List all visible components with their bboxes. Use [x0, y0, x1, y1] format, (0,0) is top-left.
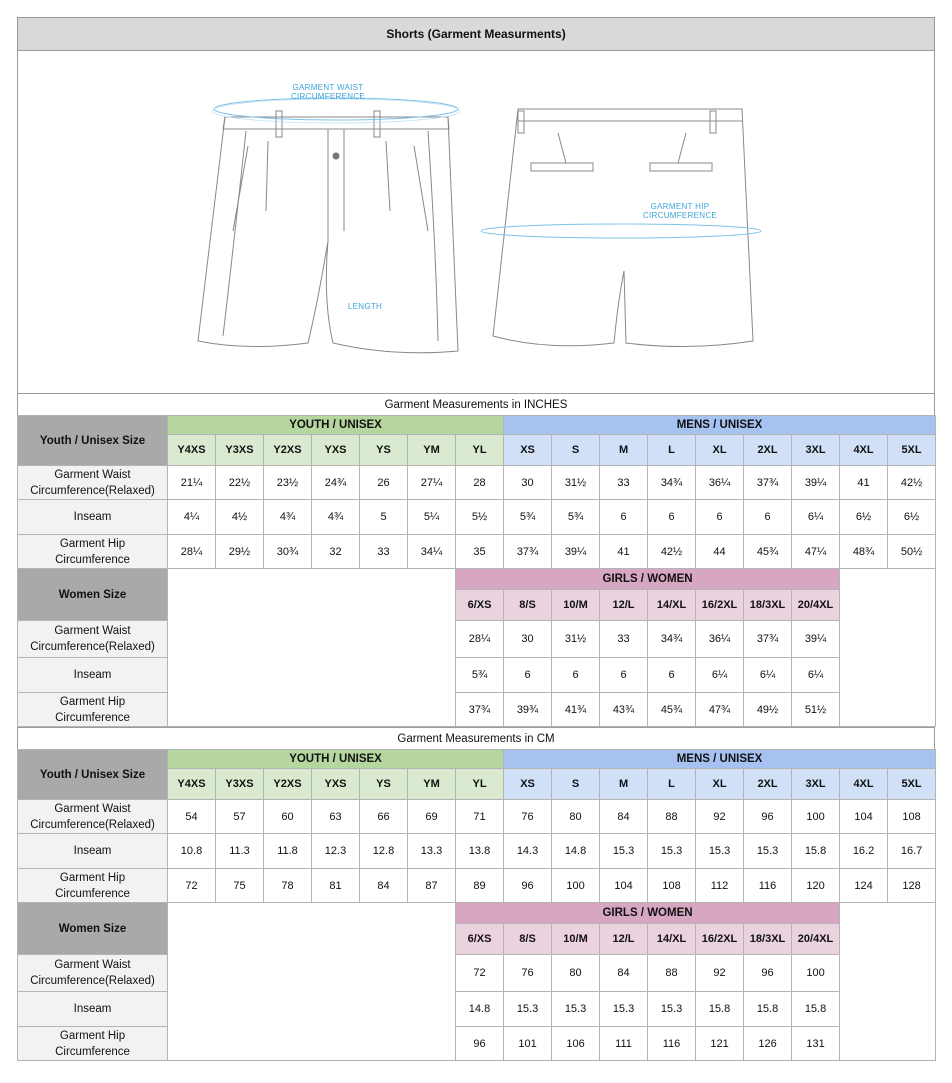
size-cell: 12/L [600, 590, 648, 621]
value-cell: 23½ [264, 466, 312, 500]
measurement-row [18, 535, 936, 569]
youth-group-header: YOUTH / UNISEX [168, 416, 504, 435]
size-cell: Y4XS [168, 769, 216, 800]
row-label-line: Inseam [73, 1003, 112, 1015]
value-cell: 39¾ [504, 693, 552, 727]
value-cell: 37¾ [504, 535, 552, 569]
value-cell: 49½ [744, 693, 792, 727]
value-cell: 14.8 [456, 992, 504, 1027]
value-cell: 6 [648, 500, 696, 535]
value-cell: 14.3 [504, 834, 552, 869]
value-cell: 5¾ [456, 658, 504, 693]
size-cell: Y2XS [264, 435, 312, 466]
size-cell: 3XL [792, 769, 840, 800]
value-cell: 6¼ [792, 658, 840, 693]
value-cell: 6¼ [792, 500, 840, 535]
value-cell: 92 [696, 955, 744, 992]
row-label-line: Inseam [73, 845, 112, 857]
row-label [18, 992, 168, 1027]
value-cell: 6 [744, 500, 792, 535]
value-cell: 37¾ [456, 693, 504, 727]
value-cell: 72 [168, 869, 216, 903]
value-cell: 96 [504, 869, 552, 903]
value-cell: 63 [312, 800, 360, 834]
row-label-line: Garment Hip [59, 1029, 126, 1042]
value-cell: 54 [168, 800, 216, 834]
value-cell: 30 [504, 466, 552, 500]
size-cell: 20/4XL [792, 590, 840, 621]
value-cell: 121 [696, 1027, 744, 1061]
size-cell: 4XL [840, 769, 888, 800]
value-cell: 88 [648, 800, 696, 834]
size-cell: Y4XS [168, 435, 216, 466]
size-cell: 2XL [744, 435, 792, 466]
value-cell: 100 [792, 955, 840, 992]
row-label [18, 834, 168, 869]
shorts-diagram [17, 51, 935, 393]
value-cell: 89 [456, 869, 504, 903]
size-cell: 2XL [744, 769, 792, 800]
size-cell: 5XL [888, 769, 936, 800]
size-cell: YXS [312, 769, 360, 800]
row-label [18, 1027, 168, 1061]
section-caption: Garment Measurements in CM [17, 727, 935, 749]
value-cell: 5¼ [408, 500, 456, 535]
value-cell: 44 [696, 535, 744, 569]
value-cell: 6 [600, 500, 648, 535]
blank-cell [840, 903, 936, 1061]
value-cell: 15.3 [504, 992, 552, 1027]
value-cell: 111 [600, 1027, 648, 1061]
value-cell: 29½ [216, 535, 264, 569]
value-cell: 92 [696, 800, 744, 834]
value-cell: 21¼ [168, 466, 216, 500]
women-size-header: Women Size [18, 903, 168, 955]
value-cell: 12.8 [360, 834, 408, 869]
unisex-size-header: Youth / Unisex Size [18, 750, 168, 800]
women-measurement-row [18, 658, 936, 693]
size-cell: YM [408, 435, 456, 466]
size-cell: XL [696, 769, 744, 800]
girls-group-header: GIRLS / WOMEN [456, 903, 840, 924]
size-cell: 6/XS [456, 924, 504, 955]
value-cell: 108 [648, 869, 696, 903]
value-cell: 96 [744, 800, 792, 834]
value-cell: 22½ [216, 466, 264, 500]
row-label [18, 955, 168, 992]
value-cell: 33 [600, 621, 648, 658]
value-cell: 35 [456, 535, 504, 569]
measurement-table [17, 749, 936, 1061]
row-label-line: Circumference(Relaxed) [30, 818, 155, 831]
mens-group-header: MENS / UNISEX [504, 750, 936, 769]
row-label [18, 500, 168, 535]
size-cell: S [552, 769, 600, 800]
size-cell: 8/S [504, 924, 552, 955]
value-cell: 51½ [792, 693, 840, 727]
value-cell: 13.3 [408, 834, 456, 869]
row-label-line: Garment Waist [54, 625, 131, 637]
value-cell: 76 [504, 955, 552, 992]
value-cell: 39¼ [792, 621, 840, 658]
value-cell: 47¾ [696, 693, 744, 727]
value-cell: 104 [600, 869, 648, 903]
row-label-line: Garment Hip [59, 537, 126, 550]
value-cell: 12.3 [312, 834, 360, 869]
size-cell: S [552, 435, 600, 466]
length-label: LENGTH [347, 302, 383, 311]
value-cell: 96 [456, 1027, 504, 1061]
value-cell: 80 [552, 800, 600, 834]
value-cell: 84 [600, 955, 648, 992]
row-label-line: Inseam [73, 511, 112, 523]
group-header-row [18, 750, 936, 769]
row-label-line: Circumference [55, 553, 130, 566]
size-cell: 14/XL [648, 924, 696, 955]
value-cell: 6 [600, 658, 648, 693]
value-cell: 37¾ [744, 621, 792, 658]
row-label [18, 658, 168, 693]
value-cell: 101 [504, 1027, 552, 1061]
women-measurement-row [18, 955, 936, 992]
value-cell: 50½ [888, 535, 936, 569]
value-cell: 15.8 [792, 834, 840, 869]
size-cell: 5XL [888, 435, 936, 466]
value-cell: 34¼ [408, 535, 456, 569]
size-cell: 18/3XL [744, 924, 792, 955]
value-cell: 30¾ [264, 535, 312, 569]
row-label-line: Garment Waist [54, 802, 131, 815]
value-cell: 41¾ [552, 693, 600, 727]
size-cell: M [600, 435, 648, 466]
value-cell: 124 [840, 869, 888, 903]
value-cell: 43¾ [600, 693, 648, 727]
value-cell: 4¼ [168, 500, 216, 535]
value-cell: 16.2 [840, 834, 888, 869]
youth-group-header: YOUTH / UNISEX [168, 750, 504, 769]
waist-label-1: GARMENT WAIST [292, 83, 364, 92]
value-cell: 42½ [888, 466, 936, 500]
size-cell: 18/3XL [744, 590, 792, 621]
value-cell: 31½ [552, 621, 600, 658]
women-measurement-row [18, 621, 936, 658]
size-cell: Y3XS [216, 435, 264, 466]
waist-label-2: CIRCUMFERENCE [290, 92, 366, 101]
blank-cell [840, 569, 936, 727]
value-cell: 6½ [888, 500, 936, 535]
value-cell: 48¾ [840, 535, 888, 569]
row-label-line: Garment Hip [59, 871, 126, 884]
value-cell: 116 [648, 1027, 696, 1061]
value-cell: 45¾ [648, 693, 696, 727]
size-cell: XS [504, 435, 552, 466]
value-cell: 5½ [456, 500, 504, 535]
value-cell: 88 [648, 955, 696, 992]
value-cell: 10.8 [168, 834, 216, 869]
size-cell: 8/S [504, 590, 552, 621]
value-cell: 14.8 [552, 834, 600, 869]
size-cell: 14/XL [648, 590, 696, 621]
value-cell: 76 [504, 800, 552, 834]
value-cell: 36¼ [696, 466, 744, 500]
value-cell: 106 [552, 1027, 600, 1061]
value-cell: 15.3 [696, 834, 744, 869]
measurement-sections [17, 393, 935, 1061]
value-cell: 42½ [648, 535, 696, 569]
value-cell: 57 [216, 800, 264, 834]
value-cell: 78 [264, 869, 312, 903]
value-cell: 41 [600, 535, 648, 569]
row-label-line: Circumference [55, 711, 130, 724]
women-size-header: Women Size [18, 569, 168, 621]
value-cell: 16.7 [888, 834, 936, 869]
measurement-table [17, 415, 936, 727]
value-cell: 131 [792, 1027, 840, 1061]
women-measurement-row [18, 693, 936, 727]
value-cell: 75 [216, 869, 264, 903]
value-cell: 15.8 [792, 992, 840, 1027]
size-cell: YS [360, 435, 408, 466]
size-chart [17, 17, 935, 1061]
blank-cell [168, 569, 456, 727]
value-cell: 128 [888, 869, 936, 903]
value-cell: 4¾ [264, 500, 312, 535]
size-cell: YL [456, 769, 504, 800]
women-measurement-row [18, 1027, 936, 1061]
value-cell: 120 [792, 869, 840, 903]
size-cell: Y2XS [264, 769, 312, 800]
value-cell: 30 [504, 621, 552, 658]
row-label-line: Circumference(Relaxed) [30, 975, 155, 987]
value-cell: 6¼ [744, 658, 792, 693]
women-group-header-row [18, 569, 936, 590]
value-cell: 13.8 [456, 834, 504, 869]
size-cell: 10/M [552, 590, 600, 621]
value-cell: 31½ [552, 466, 600, 500]
size-cell: XS [504, 769, 552, 800]
hip-label-2: CIRCUMFERENCE [642, 211, 718, 220]
value-cell: 47¼ [792, 535, 840, 569]
button-icon [333, 153, 340, 160]
value-cell: 34¾ [648, 621, 696, 658]
row-label [18, 466, 168, 500]
value-cell: 116 [744, 869, 792, 903]
value-cell: 15.3 [600, 834, 648, 869]
size-cell: 20/4XL [792, 924, 840, 955]
value-cell: 15.3 [744, 834, 792, 869]
value-cell: 100 [552, 869, 600, 903]
value-cell: 24¾ [312, 466, 360, 500]
value-cell: 108 [888, 800, 936, 834]
value-cell: 27¼ [408, 466, 456, 500]
row-label-line: Circumference [55, 887, 130, 900]
row-label-line: Circumference(Relaxed) [30, 641, 155, 653]
value-cell: 80 [552, 955, 600, 992]
row-label-line: Inseam [73, 669, 112, 681]
value-cell: 33 [600, 466, 648, 500]
row-label-line: Circumference(Relaxed) [30, 484, 155, 497]
size-cell: 10/M [552, 924, 600, 955]
value-cell: 126 [744, 1027, 792, 1061]
shorts-illustration [18, 51, 934, 393]
size-cell: L [648, 769, 696, 800]
value-cell: 100 [792, 800, 840, 834]
value-cell: 71 [456, 800, 504, 834]
value-cell: 96 [744, 955, 792, 992]
value-cell: 6 [648, 658, 696, 693]
value-cell: 81 [312, 869, 360, 903]
size-cell: 16/2XL [696, 590, 744, 621]
value-cell: 66 [360, 800, 408, 834]
section-caption: Garment Measurements in INCHES [17, 393, 935, 415]
chart-title: Shorts (Garment Measurments) [17, 17, 935, 51]
value-cell: 15.8 [696, 992, 744, 1027]
size-cell: XL [696, 435, 744, 466]
value-cell: 15.3 [552, 992, 600, 1027]
row-label [18, 869, 168, 903]
girls-group-header: GIRLS / WOMEN [456, 569, 840, 590]
value-cell: 6½ [840, 500, 888, 535]
value-cell: 39¼ [792, 466, 840, 500]
size-cell: YL [456, 435, 504, 466]
row-label-line: Circumference [55, 1045, 130, 1058]
value-cell: 60 [264, 800, 312, 834]
value-cell: 84 [600, 800, 648, 834]
row-label-line: Garment Waist [54, 468, 131, 481]
value-cell: 6 [696, 500, 744, 535]
value-cell: 28¼ [168, 535, 216, 569]
blank-cell [168, 903, 456, 1061]
value-cell: 33 [360, 535, 408, 569]
value-cell: 6¼ [696, 658, 744, 693]
size-cell: 12/L [600, 924, 648, 955]
value-cell: 32 [312, 535, 360, 569]
value-cell: 6 [504, 658, 552, 693]
measurement-row [18, 800, 936, 834]
value-cell: 5¾ [552, 500, 600, 535]
value-cell: 41 [840, 466, 888, 500]
row-label [18, 800, 168, 834]
size-cell: YM [408, 769, 456, 800]
row-label [18, 621, 168, 658]
value-cell: 15.3 [648, 992, 696, 1027]
measurement-row [18, 869, 936, 903]
value-cell: 28¼ [456, 621, 504, 658]
women-measurement-row [18, 992, 936, 1027]
row-label-line: Garment Waist [54, 959, 131, 971]
value-cell: 28 [456, 466, 504, 500]
value-cell: 72 [456, 955, 504, 992]
value-cell: 15.8 [744, 992, 792, 1027]
measurement-row [18, 466, 936, 500]
value-cell: 37¾ [744, 466, 792, 500]
row-label [18, 693, 168, 727]
size-cell: YXS [312, 435, 360, 466]
value-cell: 6 [552, 658, 600, 693]
unisex-size-header: Youth / Unisex Size [18, 416, 168, 466]
women-group-header-row [18, 903, 936, 924]
size-cell: YS [360, 769, 408, 800]
size-cell: 16/2XL [696, 924, 744, 955]
value-cell: 84 [360, 869, 408, 903]
value-cell: 4¾ [312, 500, 360, 535]
value-cell: 11.8 [264, 834, 312, 869]
measurement-row [18, 500, 936, 535]
size-cell: L [648, 435, 696, 466]
value-cell: 34¾ [648, 466, 696, 500]
value-cell: 5¾ [504, 500, 552, 535]
value-cell: 104 [840, 800, 888, 834]
value-cell: 15.3 [600, 992, 648, 1027]
measurement-row [18, 834, 936, 869]
size-cell: 4XL [840, 435, 888, 466]
value-cell: 39¼ [552, 535, 600, 569]
group-header-row [18, 416, 936, 435]
size-cell: Y3XS [216, 769, 264, 800]
size-cell: 3XL [792, 435, 840, 466]
value-cell: 15.3 [648, 834, 696, 869]
size-cell: M [600, 769, 648, 800]
value-cell: 36¼ [696, 621, 744, 658]
size-cell: 6/XS [456, 590, 504, 621]
mens-group-header: MENS / UNISEX [504, 416, 936, 435]
value-cell: 4½ [216, 500, 264, 535]
value-cell: 45¾ [744, 535, 792, 569]
row-label [18, 535, 168, 569]
hip-label-1: GARMENT HIP [650, 202, 710, 211]
value-cell: 11.3 [216, 834, 264, 869]
value-cell: 69 [408, 800, 456, 834]
value-cell: 5 [360, 500, 408, 535]
value-cell: 87 [408, 869, 456, 903]
row-label-line: Garment Hip [59, 695, 126, 708]
value-cell: 26 [360, 466, 408, 500]
value-cell: 112 [696, 869, 744, 903]
